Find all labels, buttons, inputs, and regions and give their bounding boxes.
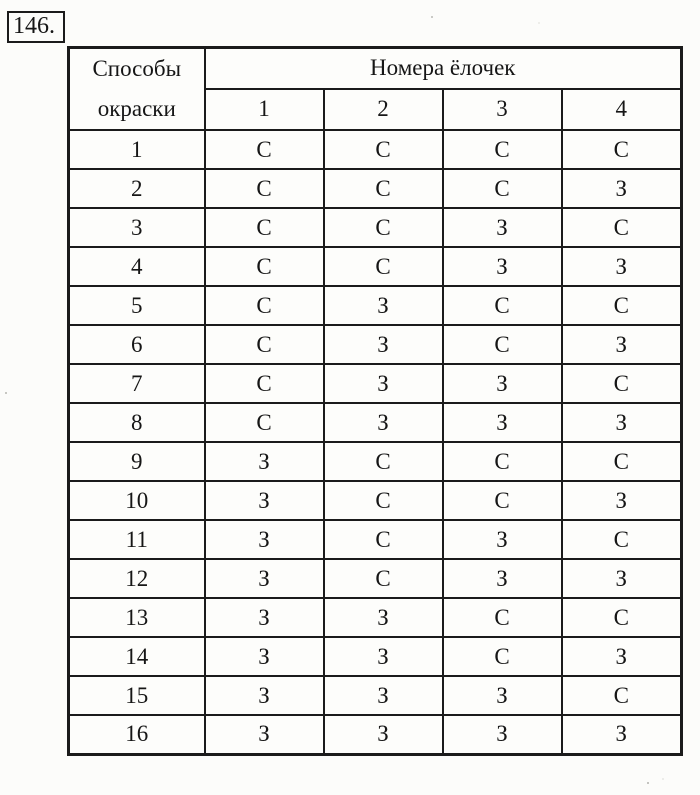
corner-header-line1: Способы bbox=[92, 56, 182, 81]
color-cell: С bbox=[324, 481, 443, 520]
color-cell: З bbox=[205, 676, 324, 715]
corner-header-line2: окраски bbox=[97, 96, 176, 121]
method-number-cell: 7 bbox=[69, 364, 205, 403]
color-cell: З bbox=[443, 208, 562, 247]
table-row bbox=[69, 247, 682, 286]
color-cell: С bbox=[324, 247, 443, 286]
color-cell: С bbox=[324, 442, 443, 481]
color-cell: С bbox=[205, 325, 324, 364]
table-row bbox=[69, 364, 682, 403]
color-cell: З bbox=[324, 715, 443, 754]
color-cell: С bbox=[562, 676, 682, 715]
color-cell: С bbox=[443, 286, 562, 325]
color-cell: С bbox=[562, 130, 682, 169]
color-cell: С bbox=[324, 208, 443, 247]
method-number-cell: 13 bbox=[69, 598, 205, 637]
color-cell: С bbox=[443, 637, 562, 676]
color-cell: С bbox=[443, 169, 562, 208]
method-number-cell: 1 bbox=[69, 130, 205, 169]
method-number-cell: 14 bbox=[69, 637, 205, 676]
table-row bbox=[69, 442, 682, 481]
table-row bbox=[69, 286, 682, 325]
table-row bbox=[69, 598, 682, 637]
color-cell: З bbox=[443, 247, 562, 286]
color-cell: С bbox=[205, 247, 324, 286]
header-row-group bbox=[69, 48, 682, 89]
color-cell: С bbox=[205, 364, 324, 403]
table-row bbox=[69, 208, 682, 247]
color-cell: С bbox=[324, 520, 443, 559]
color-cell: С bbox=[443, 130, 562, 169]
color-cell: З bbox=[205, 481, 324, 520]
color-cell: З bbox=[562, 637, 682, 676]
color-cell: З bbox=[324, 403, 443, 442]
coloring-ways-table bbox=[67, 46, 683, 756]
color-cell: З bbox=[324, 637, 443, 676]
method-number-cell: 5 bbox=[69, 286, 205, 325]
method-number-cell: 2 bbox=[69, 169, 205, 208]
table-row bbox=[69, 676, 682, 715]
color-cell: С bbox=[443, 481, 562, 520]
color-cell: С bbox=[562, 364, 682, 403]
color-cell: С bbox=[562, 520, 682, 559]
color-cell: З bbox=[443, 520, 562, 559]
color-cell: З bbox=[324, 676, 443, 715]
color-cell: С bbox=[562, 442, 682, 481]
method-number-cell: 12 bbox=[69, 559, 205, 598]
table-row bbox=[69, 169, 682, 208]
color-cell: С bbox=[562, 208, 682, 247]
table-header bbox=[69, 48, 682, 131]
problem-number-box bbox=[7, 11, 65, 43]
table-row bbox=[69, 325, 682, 364]
table-row bbox=[69, 403, 682, 442]
color-cell: С bbox=[205, 286, 324, 325]
color-cell: С bbox=[205, 208, 324, 247]
method-number-cell: 8 bbox=[69, 403, 205, 442]
color-cell: З bbox=[324, 364, 443, 403]
method-number-cell: 4 bbox=[69, 247, 205, 286]
color-cell: З bbox=[562, 247, 682, 286]
color-cell: З bbox=[205, 442, 324, 481]
column-header-3: 3 bbox=[443, 89, 562, 130]
table-row bbox=[69, 559, 682, 598]
color-cell: З bbox=[562, 559, 682, 598]
method-number-cell: 10 bbox=[69, 481, 205, 520]
color-cell: З bbox=[443, 403, 562, 442]
color-cell: З bbox=[205, 598, 324, 637]
method-number-cell: 6 bbox=[69, 325, 205, 364]
table-row bbox=[69, 637, 682, 676]
corner-header-cell bbox=[69, 48, 205, 131]
color-cell: З bbox=[562, 325, 682, 364]
color-cell: З bbox=[205, 520, 324, 559]
color-cell: З bbox=[205, 559, 324, 598]
color-cell: З bbox=[205, 715, 324, 754]
column-header-4: 4 bbox=[562, 89, 682, 130]
column-header-2: 2 bbox=[324, 89, 443, 130]
color-cell: З bbox=[562, 403, 682, 442]
problem-number: 146. bbox=[13, 13, 55, 39]
color-cell: С bbox=[562, 598, 682, 637]
table-row bbox=[69, 130, 682, 169]
table-body bbox=[69, 130, 682, 754]
color-cell: З bbox=[562, 169, 682, 208]
method-number-cell: 11 bbox=[69, 520, 205, 559]
table-row bbox=[69, 481, 682, 520]
color-cell: З bbox=[324, 286, 443, 325]
method-number-cell: 15 bbox=[69, 676, 205, 715]
color-cell: З bbox=[205, 637, 324, 676]
color-cell: С bbox=[205, 169, 324, 208]
color-cell: З bbox=[324, 325, 443, 364]
color-cell: С bbox=[324, 559, 443, 598]
table-row bbox=[69, 715, 682, 754]
method-number-cell: 3 bbox=[69, 208, 205, 247]
color-cell: С bbox=[443, 598, 562, 637]
color-cell: З bbox=[562, 715, 682, 754]
color-cell: З bbox=[443, 676, 562, 715]
color-cell: З bbox=[324, 598, 443, 637]
column-header-1: 1 bbox=[205, 89, 324, 130]
color-cell: С bbox=[443, 325, 562, 364]
color-cell: З bbox=[443, 715, 562, 754]
color-cell: С bbox=[205, 403, 324, 442]
color-cell: С bbox=[324, 169, 443, 208]
color-cell: С bbox=[205, 130, 324, 169]
method-number-cell: 9 bbox=[69, 442, 205, 481]
table-row bbox=[69, 520, 682, 559]
color-cell: С bbox=[562, 286, 682, 325]
color-cell: С bbox=[443, 442, 562, 481]
color-cell: З bbox=[562, 481, 682, 520]
group-header-cell: Номера ёлочек bbox=[205, 48, 682, 89]
method-number-cell: 16 bbox=[69, 715, 205, 754]
color-cell: С bbox=[324, 130, 443, 169]
color-cell: З bbox=[443, 364, 562, 403]
color-cell: З bbox=[443, 559, 562, 598]
